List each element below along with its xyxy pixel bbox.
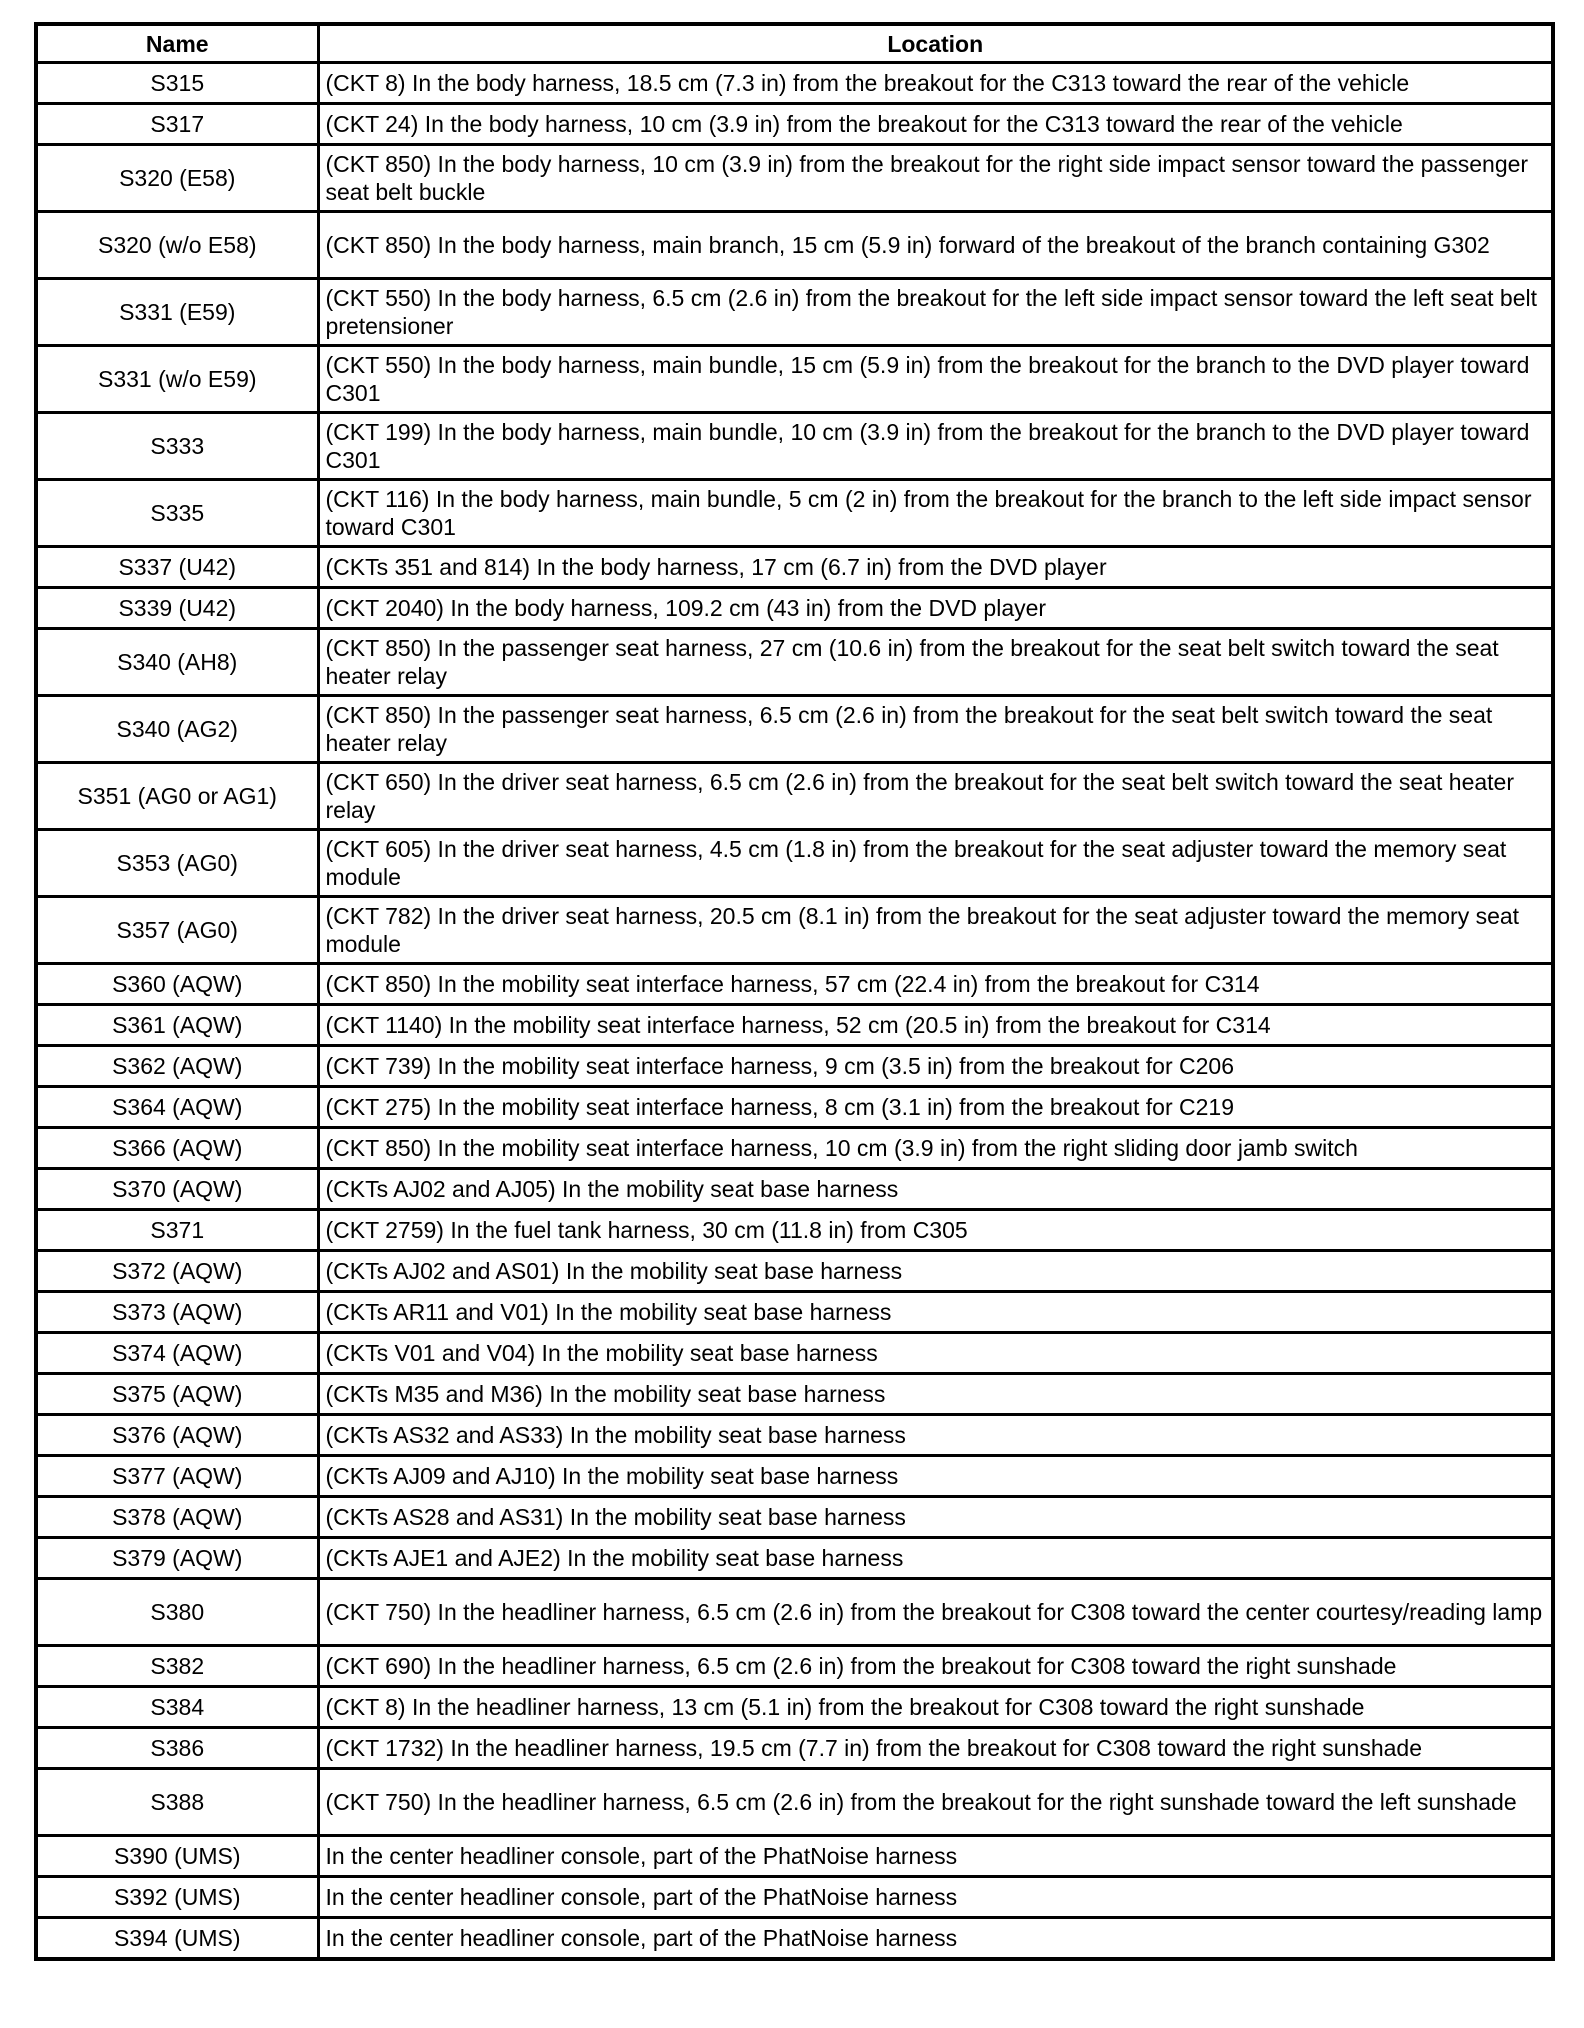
- splice-name-cell: S362 (AQW): [36, 1046, 318, 1087]
- splice-location-cell: (CKTs 351 and 814) In the body harness, 17 cm (6.7 in) from the DVD player: [318, 547, 1553, 588]
- splice-location-cell: (CKT 1140) In the mobility seat interface harness, 52 cm (20.5 in) from the breakout for C314: [318, 1005, 1553, 1046]
- table-row: [36, 696, 1553, 763]
- table-row: [36, 1087, 1553, 1128]
- splice-name-cell: S360 (AQW): [36, 964, 318, 1005]
- splice-location-cell: (CKT 24) In the body harness, 10 cm (3.9 in) from the breakout for the C313 toward the rear of the vehicle: [318, 104, 1553, 145]
- table-row: [36, 1687, 1553, 1728]
- splice-location-cell: (CKT 275) In the mobility seat interface harness, 8 cm (3.1 in) from the breakout for C219: [318, 1087, 1553, 1128]
- splice-name-cell: S375 (AQW): [36, 1374, 318, 1415]
- splice-name-cell: S366 (AQW): [36, 1128, 318, 1169]
- splice-location-cell: (CKT 2040) In the body harness, 109.2 cm (43 in) from the DVD player: [318, 588, 1553, 629]
- splice-location-cell: (CKT 850) In the body harness, 10 cm (3.9 in) from the breakout for the right side impact sensor toward the passenger seat belt buckle: [318, 145, 1553, 212]
- splice-name-cell: S379 (AQW): [36, 1538, 318, 1579]
- splice-location-cell: (CKT 850) In the mobility seat interface harness, 10 cm (3.9 in) from the right sliding door jamb switch: [318, 1128, 1553, 1169]
- splice-location-cell: (CKT 116) In the body harness, main bundle, 5 cm (2 in) from the breakout for the branch to the left side impact sensor toward C301: [318, 480, 1553, 547]
- splice-location-cell: (CKT 850) In the passenger seat harness, 27 cm (10.6 in) from the breakout for the seat belt switch toward the seat heater relay: [318, 629, 1553, 696]
- table-row: [36, 1877, 1553, 1918]
- splice-location-cell: (CKT 690) In the headliner harness, 6.5 cm (2.6 in) from the breakout for C308 toward the right sunshade: [318, 1646, 1553, 1687]
- table-row: [36, 1251, 1553, 1292]
- splice-location-cell: In the center headliner console, part of the PhatNoise harness: [318, 1836, 1553, 1877]
- splice-location-cell: (CKT 650) In the driver seat harness, 6.5 cm (2.6 in) from the breakout for the seat belt switch toward the seat heater relay: [318, 763, 1553, 830]
- splice-name-cell: S382: [36, 1646, 318, 1687]
- table-row: [36, 346, 1553, 413]
- splice-location-cell: (CKTs V01 and V04) In the mobility seat base harness: [318, 1333, 1553, 1374]
- splice-location-cell: (CKT 739) In the mobility seat interface harness, 9 cm (3.5 in) from the breakout for C206: [318, 1046, 1553, 1087]
- splice-name-cell: S337 (U42): [36, 547, 318, 588]
- splice-name-cell: S361 (AQW): [36, 1005, 318, 1046]
- splice-name-cell: S317: [36, 104, 318, 145]
- splice-name-cell: S374 (AQW): [36, 1333, 318, 1374]
- table-row: [36, 1728, 1553, 1769]
- splice-name-cell: S384: [36, 1687, 318, 1728]
- splice-location-cell: (CKT 850) In the mobility seat interface harness, 57 cm (22.4 in) from the breakout for C314: [318, 964, 1553, 1005]
- splice-location-cell: (CKTs AJ02 and AJ05) In the mobility seat base harness: [318, 1169, 1553, 1210]
- table-row: [36, 1128, 1553, 1169]
- table-row: [36, 279, 1553, 346]
- splice-name-cell: S357 (AG0): [36, 897, 318, 964]
- table-row: [36, 1415, 1553, 1456]
- table-row: [36, 480, 1553, 547]
- table-row: [36, 1046, 1553, 1087]
- splice-name-cell: S364 (AQW): [36, 1087, 318, 1128]
- splice-name-cell: S390 (UMS): [36, 1836, 318, 1877]
- table-row: [36, 830, 1553, 897]
- table-row: [36, 1333, 1553, 1374]
- splice-name-cell: S335: [36, 480, 318, 547]
- table-row: [36, 63, 1553, 104]
- table-row: [36, 763, 1553, 830]
- table-row: [36, 1005, 1553, 1046]
- table-row: [36, 629, 1553, 696]
- splice-name-cell: S333: [36, 413, 318, 480]
- table-row: [36, 588, 1553, 629]
- splice-location-cell: (CKTs AJ02 and AS01) In the mobility seat base harness: [318, 1251, 1553, 1292]
- table-row: [36, 1836, 1553, 1877]
- splice-location-cell: (CKT 2759) In the fuel tank harness, 30 cm (11.8 in) from C305: [318, 1210, 1553, 1251]
- table-row: [36, 1646, 1553, 1687]
- table-row: [36, 1292, 1553, 1333]
- table-row: [36, 1374, 1553, 1415]
- splice-name-cell: S331 (w/o E59): [36, 346, 318, 413]
- splice-name-cell: S353 (AG0): [36, 830, 318, 897]
- table-row: [36, 212, 1553, 279]
- splice-location-cell: (CKT 850) In the passenger seat harness, 6.5 cm (2.6 in) from the breakout for the seat belt switch toward the seat heater relay: [318, 696, 1553, 763]
- splice-location-cell: In the center headliner console, part of the PhatNoise harness: [318, 1918, 1553, 1960]
- splice-location-cell: (CKT 750) In the headliner harness, 6.5 cm (2.6 in) from the breakout for C308 toward the center courtesy/reading lamp: [318, 1579, 1553, 1646]
- table-row: [36, 1579, 1553, 1646]
- splice-name-cell: S373 (AQW): [36, 1292, 318, 1333]
- splice-name-cell: S320 (E58): [36, 145, 318, 212]
- splice-location-cell: (CKT 1732) In the headliner harness, 19.5 cm (7.7 in) from the breakout for C308 toward the right sunshade: [318, 1728, 1553, 1769]
- splice-name-cell: S372 (AQW): [36, 1251, 318, 1292]
- splice-location-cell: (CKT 782) In the driver seat harness, 20.5 cm (8.1 in) from the breakout for the seat adjuster toward the memory seat module: [318, 897, 1553, 964]
- splice-name-cell: S388: [36, 1769, 318, 1836]
- splice-name-cell: S351 (AG0 or AG1): [36, 763, 318, 830]
- name-column-header: Name: [36, 24, 318, 63]
- location-column-header: Location: [318, 24, 1553, 63]
- splice-name-cell: S371: [36, 1210, 318, 1251]
- splice-location-cell: (CKT 8) In the body harness, 18.5 cm (7.3 in) from the breakout for the C313 toward the rear of the vehicle: [318, 63, 1553, 104]
- splice-location-cell: (CKTs AJE1 and AJE2) In the mobility seat base harness: [318, 1538, 1553, 1579]
- splice-location-cell: (CKTs M35 and M36) In the mobility seat base harness: [318, 1374, 1553, 1415]
- splice-name-cell: S386: [36, 1728, 318, 1769]
- splice-location-cell: (CKT 8) In the headliner harness, 13 cm (5.1 in) from the breakout for C308 toward the right sunshade: [318, 1687, 1553, 1728]
- splice-location-table: [34, 22, 1555, 1961]
- table-row: [36, 1769, 1553, 1836]
- table-row: [36, 1918, 1553, 1960]
- table-row: [36, 413, 1553, 480]
- table-row: [36, 104, 1553, 145]
- splice-name-cell: S340 (AG2): [36, 696, 318, 763]
- splice-name-cell: S394 (UMS): [36, 1918, 318, 1960]
- table-row: [36, 897, 1553, 964]
- table-row: [36, 1169, 1553, 1210]
- splice-name-cell: S340 (AH8): [36, 629, 318, 696]
- table-row: [36, 1456, 1553, 1497]
- table-row: [36, 1497, 1553, 1538]
- splice-location-cell: (CKTs AR11 and V01) In the mobility seat base harness: [318, 1292, 1553, 1333]
- splice-name-cell: S315: [36, 63, 318, 104]
- splice-name-cell: S370 (AQW): [36, 1169, 318, 1210]
- splice-name-cell: S380: [36, 1579, 318, 1646]
- splice-name-cell: S320 (w/o E58): [36, 212, 318, 279]
- document-page: [34, 22, 1551, 1961]
- splice-location-cell: In the center headliner console, part of the PhatNoise harness: [318, 1877, 1553, 1918]
- splice-location-cell: (CKT 199) In the body harness, main bundle, 10 cm (3.9 in) from the breakout for the branch to the DVD player toward C301: [318, 413, 1553, 480]
- table-row: [36, 1538, 1553, 1579]
- splice-location-cell: (CKT 850) In the body harness, main branch, 15 cm (5.9 in) forward of the breakout of the branch containing G302: [318, 212, 1553, 279]
- table-header-row: [36, 24, 1553, 63]
- splice-name-cell: S378 (AQW): [36, 1497, 318, 1538]
- splice-location-cell: (CKTs AS32 and AS33) In the mobility seat base harness: [318, 1415, 1553, 1456]
- splice-name-cell: S339 (U42): [36, 588, 318, 629]
- splice-name-cell: S376 (AQW): [36, 1415, 318, 1456]
- table-row: [36, 145, 1553, 212]
- splice-location-cell: (CKTs AS28 and AS31) In the mobility seat base harness: [318, 1497, 1553, 1538]
- splice-location-cell: (CKT 550) In the body harness, 6.5 cm (2.6 in) from the breakout for the left side impact sensor toward the left seat belt pretensioner: [318, 279, 1553, 346]
- splice-name-cell: S331 (E59): [36, 279, 318, 346]
- splice-name-cell: S392 (UMS): [36, 1877, 318, 1918]
- table-row: [36, 964, 1553, 1005]
- table-body: [36, 63, 1553, 1960]
- splice-name-cell: S377 (AQW): [36, 1456, 318, 1497]
- splice-location-cell: (CKT 550) In the body harness, main bundle, 15 cm (5.9 in) from the breakout for the branch to the DVD player toward C301: [318, 346, 1553, 413]
- splice-location-cell: (CKT 605) In the driver seat harness, 4.5 cm (1.8 in) from the breakout for the seat adjuster toward the memory seat module: [318, 830, 1553, 897]
- table-row: [36, 547, 1553, 588]
- splice-location-cell: (CKT 750) In the headliner harness, 6.5 cm (2.6 in) from the breakout for the right sunshade toward the left sunshade: [318, 1769, 1553, 1836]
- splice-location-cell: (CKTs AJ09 and AJ10) In the mobility seat base harness: [318, 1456, 1553, 1497]
- table-row: [36, 1210, 1553, 1251]
